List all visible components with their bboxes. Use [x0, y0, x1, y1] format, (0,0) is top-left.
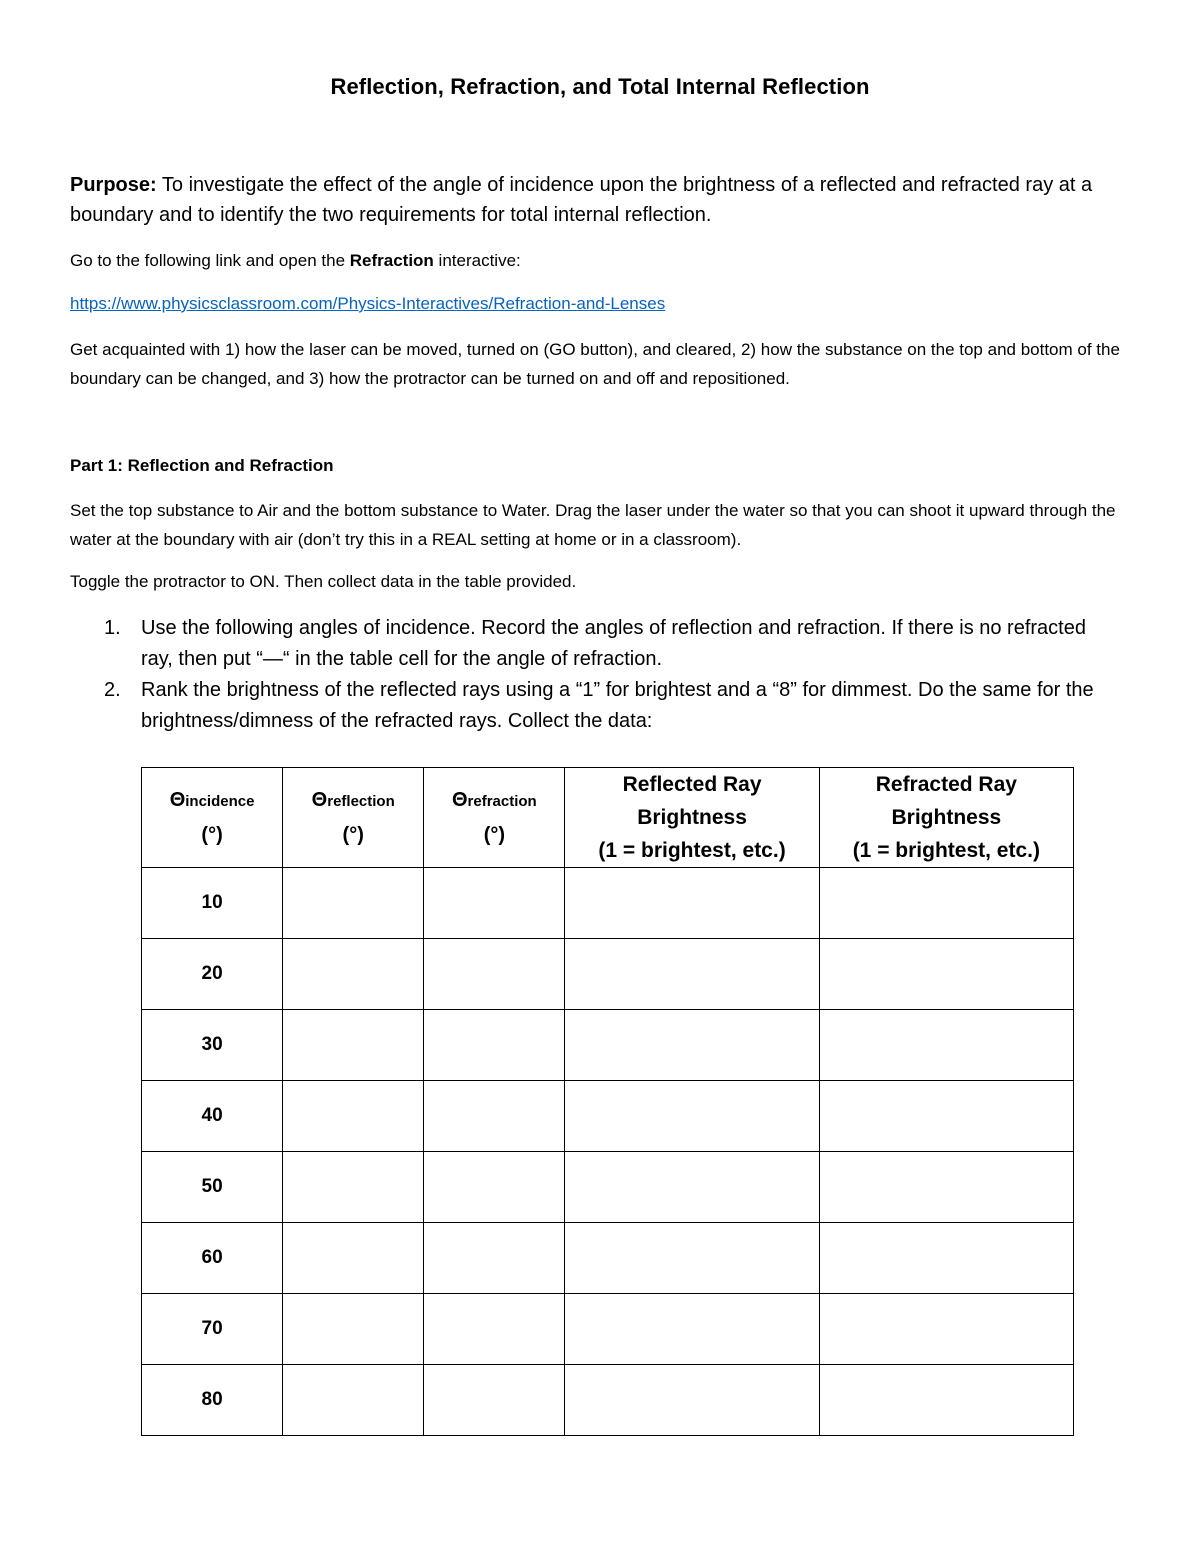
reflection-angle-cell[interactable] — [283, 1010, 424, 1081]
refracted-brightness-cell[interactable] — [819, 1081, 1073, 1152]
refraction-angle-cell[interactable] — [424, 1223, 565, 1294]
instruction-item — [104, 613, 1114, 675]
refraction-angle-cell[interactable] — [424, 1081, 565, 1152]
header-reflected-line2: Brightness — [637, 806, 747, 829]
reflection-angle-cell[interactable] — [283, 1152, 424, 1223]
reflected-brightness-cell[interactable] — [565, 1294, 819, 1365]
theta-symbol: Θ — [169, 789, 186, 811]
data-table — [141, 767, 1074, 1436]
table-row — [142, 1365, 1074, 1436]
purpose-label: Purpose: — [70, 174, 157, 196]
header-reflected-line1: Reflected Ray — [622, 773, 762, 796]
header-theta-reflection — [283, 768, 424, 868]
reflected-brightness-cell[interactable] — [565, 1365, 819, 1436]
incidence-angle-cell: 70 — [142, 1294, 283, 1365]
refracted-brightness-cell[interactable] — [819, 1294, 1073, 1365]
refraction-angle-cell[interactable] — [424, 1294, 565, 1365]
refraction-angle-cell[interactable] — [424, 939, 565, 1010]
goto-prefix: Go to the following link and open the — [70, 251, 350, 270]
instruction-number: 2. — [104, 679, 121, 701]
refraction-angle-cell[interactable] — [424, 1365, 565, 1436]
physics-classroom-link[interactable]: https://www.physicsclassroom.com/Physics-Interactives/Refraction-and-Lenses — [70, 294, 666, 313]
header-theta-refraction — [424, 768, 565, 868]
reflection-angle-cell[interactable] — [283, 868, 424, 939]
page-title: Reflection, Refraction, and Total Internal Reflection — [330, 74, 870, 99]
header-refracted-line2: Brightness — [891, 806, 1002, 829]
goto-instruction — [70, 246, 1130, 275]
reflection-angle-cell[interactable] — [283, 1365, 424, 1436]
table-row — [142, 868, 1074, 939]
instruction-item — [104, 675, 1114, 737]
purpose-text: To investigate the effect of the angle of incidence upon the brightness of a reflected and refracted ray at a boundary and to identify the two requirements for total internal reflection. — [70, 174, 1093, 226]
refracted-brightness-cell[interactable] — [819, 1152, 1073, 1223]
header-incidence-label: incidence — [185, 793, 255, 810]
reflected-brightness-cell[interactable] — [565, 1010, 819, 1081]
header-refracted-line1: Refracted Ray — [875, 773, 1017, 796]
theta-symbol: Θ — [451, 789, 468, 811]
header-reflected-line3: (1 = brightest, etc.) — [598, 839, 786, 862]
reflection-angle-cell[interactable] — [283, 1081, 424, 1152]
table-row — [142, 1223, 1074, 1294]
header-refracted-line3: (1 = brightest, etc.) — [852, 839, 1040, 862]
refracted-brightness-cell[interactable] — [819, 939, 1073, 1010]
refracted-brightness-cell[interactable] — [819, 1223, 1073, 1294]
acquaint-paragraph: Get acquainted with 1) how the laser can be moved, turned on (GO button), and cleared, 2) how the substance on the top and bottom of the boundary can be changed, and 3) how the protractor can be turned on and off and repositioned. — [70, 340, 1120, 388]
table-body — [142, 868, 1074, 1436]
incidence-angle-cell: 60 — [142, 1223, 283, 1294]
reflected-brightness-cell[interactable] — [565, 1081, 819, 1152]
header-theta-incidence — [142, 768, 283, 868]
instruction-text: Use the following angles of incidence. Record the angles of reflection and refraction. If there is no refracted ray, then put “—“ in the table cell for the angle of refraction. — [141, 617, 1086, 670]
header-reflected-brightness — [565, 768, 819, 868]
part1-heading: Part 1: Reflection and Refraction — [70, 456, 334, 475]
part1-setup: Set the top substance to Air and the bottom substance to Water. Drag the laser under the water so that you can shoot it upward through the water at the boundary with air (don’t try this in a REAL setting at home or in a classroom). — [70, 501, 1116, 549]
refraction-angle-cell[interactable] — [424, 1010, 565, 1081]
reflection-angle-cell[interactable] — [283, 1223, 424, 1294]
header-refraction-label: refraction — [467, 793, 537, 810]
header-reflection-label: reflection — [327, 793, 395, 810]
incidence-angle-cell: 40 — [142, 1081, 283, 1152]
part1-toggle: Toggle the protractor to ON. Then collect data in the table provided. — [70, 572, 577, 591]
purpose-paragraph — [70, 170, 1130, 230]
refraction-angle-cell[interactable] — [424, 868, 565, 939]
reflected-brightness-cell[interactable] — [565, 1223, 819, 1294]
refracted-brightness-cell[interactable] — [819, 868, 1073, 939]
header-unit: (°) — [201, 824, 223, 846]
reflection-angle-cell[interactable] — [283, 1294, 424, 1365]
reflection-angle-cell[interactable] — [283, 939, 424, 1010]
reflected-brightness-cell[interactable] — [565, 868, 819, 939]
incidence-angle-cell: 50 — [142, 1152, 283, 1223]
incidence-angle-cell: 30 — [142, 1010, 283, 1081]
header-refracted-brightness — [819, 768, 1073, 868]
header-unit: (°) — [342, 824, 364, 846]
reflected-brightness-cell[interactable] — [565, 939, 819, 1010]
instruction-number: 1. — [104, 617, 121, 639]
goto-suffix: interactive: — [433, 251, 521, 270]
header-unit: (°) — [483, 824, 506, 846]
instruction-text: Rank the brightness of the reflected rays using a “1” for brightest and a “8” for dimmest. Do the same for the brightness/dimness of the refracted rays. Collect the data: — [141, 679, 1094, 732]
table-row — [142, 1081, 1074, 1152]
table-row — [142, 939, 1074, 1010]
table-row — [142, 1010, 1074, 1081]
refracted-brightness-cell[interactable] — [819, 1365, 1073, 1436]
incidence-angle-cell: 10 — [142, 868, 283, 939]
link-paragraph — [70, 289, 1130, 318]
goto-bold-refraction: Refraction — [349, 251, 434, 270]
refraction-angle-cell[interactable] — [424, 1152, 565, 1223]
refracted-brightness-cell[interactable] — [819, 1010, 1073, 1081]
incidence-angle-cell: 20 — [142, 939, 283, 1010]
table-header-row — [142, 768, 1074, 868]
theta-symbol: Θ — [311, 789, 328, 811]
incidence-angle-cell: 80 — [142, 1365, 283, 1436]
table-row — [142, 1294, 1074, 1365]
table-row — [142, 1152, 1074, 1223]
reflected-brightness-cell[interactable] — [565, 1152, 819, 1223]
